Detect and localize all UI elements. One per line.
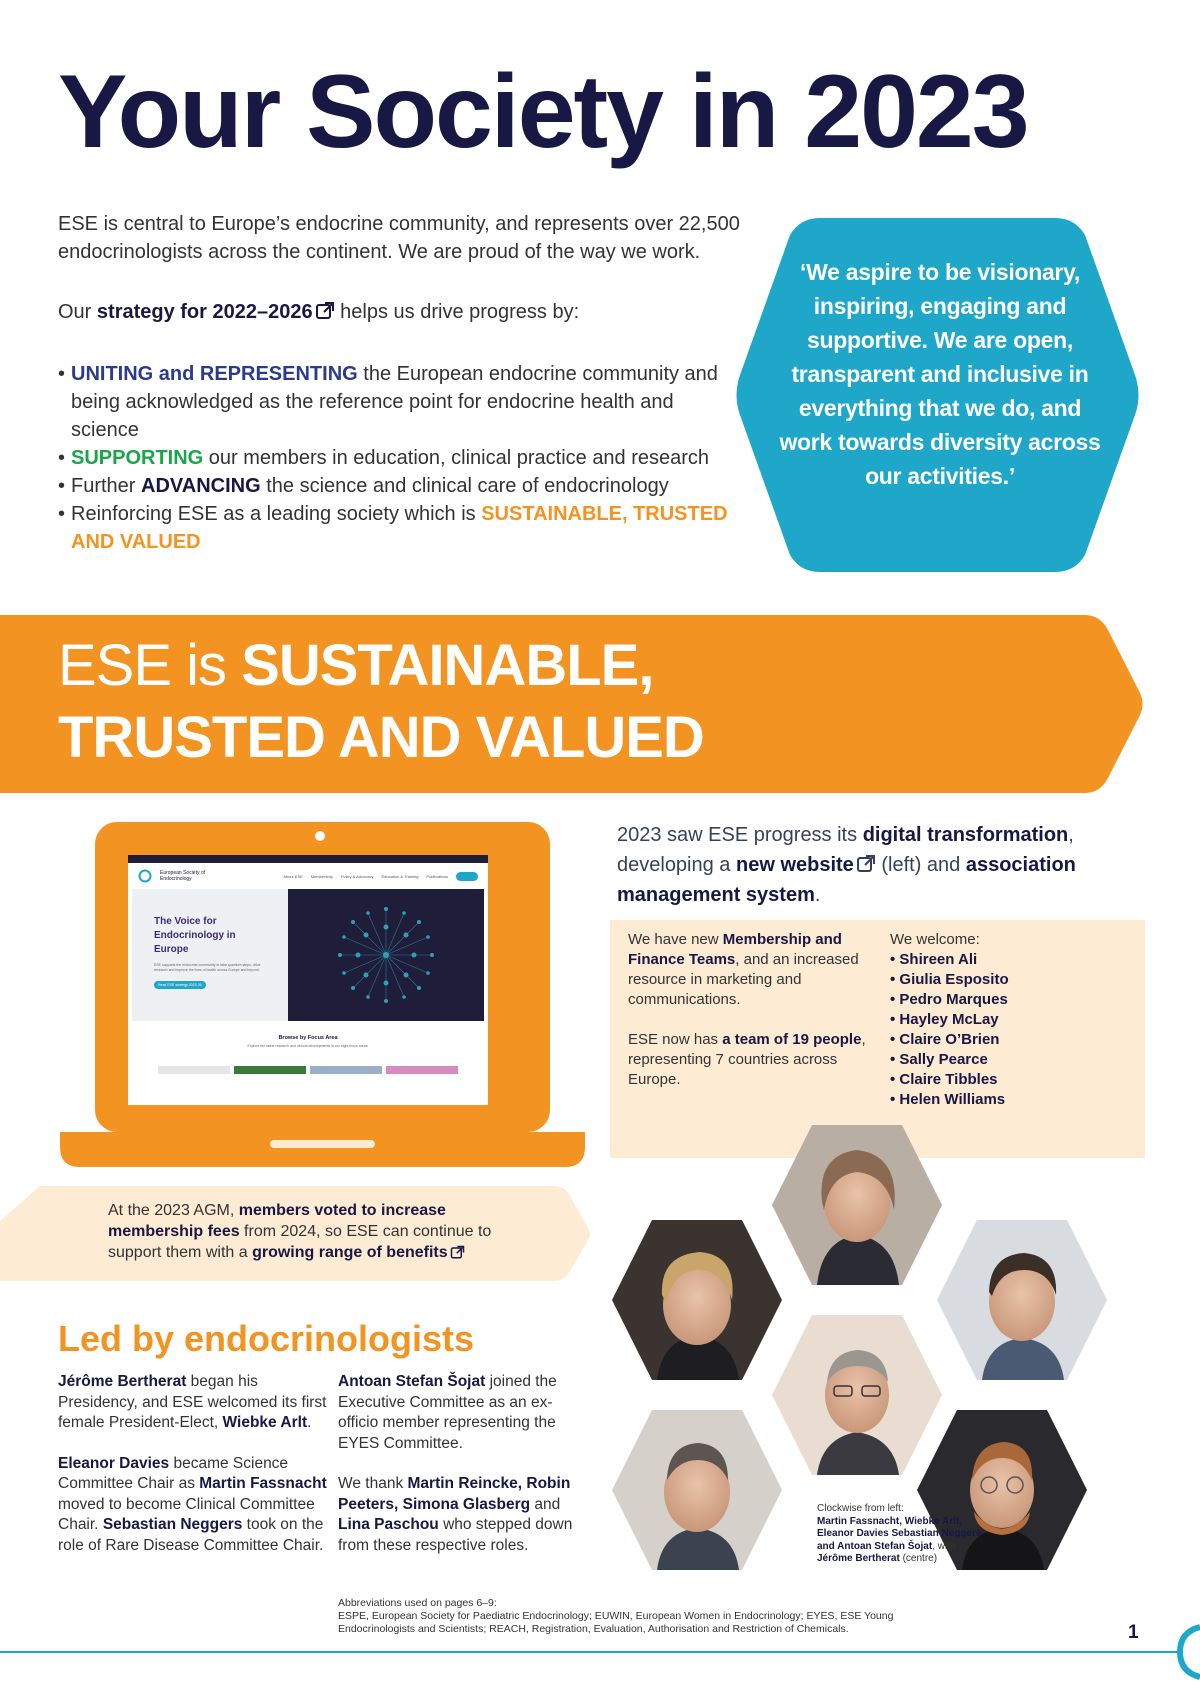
- welcome-label: We welcome:: [890, 931, 980, 948]
- text-span: (centre): [899, 1553, 938, 1564]
- website-browse-title: Browse by Focus Area: [278, 1035, 338, 1041]
- text-bold: Eleanor Davies: [58, 1454, 170, 1472]
- digital-transformation-text: [617, 820, 1137, 910]
- strategy-suffix: helps us drive progress by:: [334, 301, 580, 323]
- text-span: , developing a: [617, 824, 1074, 876]
- external-link-icon[interactable]: [450, 1245, 465, 1260]
- website-nav-item: Membership: [310, 873, 333, 879]
- quote-text: ‘We aspire to be visionary, inspiring, engaging and supportive. We are open, transparent and inclusive in everything that we do, and work towards diversity across our activities.’: [779, 259, 1101, 489]
- bullet-text: our members in education, clinical practice and research: [203, 447, 710, 469]
- text-span: and: [530, 1495, 561, 1513]
- text-span: .: [814, 884, 821, 906]
- text-span: became Science Committee Chair as: [58, 1454, 289, 1492]
- text-span: ESE now has: [628, 1031, 723, 1048]
- list-item: • Claire O’Brien: [890, 1030, 1130, 1050]
- text-span: At the 2023 AGM,: [108, 1202, 239, 1219]
- bullet-prefix: Reinforcing ESE as a leading society which is: [71, 503, 482, 525]
- text-bold: Lina Paschou: [338, 1516, 439, 1533]
- text-span: began his Presidency, and ESE welcomed its first female President-Elect,: [58, 1373, 327, 1431]
- website-join-button: [456, 872, 478, 881]
- led-heading: Led by endocrinologists: [58, 1318, 475, 1359]
- bullet-highlight: ADVANCING: [141, 475, 261, 497]
- portrait-sebastian-neggers: [612, 1410, 782, 1570]
- list-item: • Hayley McLay: [890, 1010, 1130, 1030]
- list-item: [58, 444, 738, 472]
- website-screenshot: [128, 855, 488, 1105]
- footer-rule: [0, 1651, 1180, 1653]
- strategy-bullets: [58, 360, 738, 556]
- external-link-icon[interactable]: [856, 854, 876, 874]
- website-nav-item: About ESE: [283, 873, 303, 879]
- photo-caption: [817, 1503, 992, 1566]
- text-span: joined the Executive Committee as an ex-officio member representing the EYES Committee.: [338, 1373, 557, 1452]
- list-item: [58, 360, 738, 444]
- banner-bold: SUSTAINABLE,: [241, 633, 654, 698]
- bullet-highlight: SUSTAINABLE, TRUSTED AND VALUED: [71, 503, 728, 553]
- welcome-list: [890, 950, 1130, 1110]
- text-span: who stepped down from these respective roles.: [338, 1516, 573, 1554]
- list-item: • Helen Williams: [890, 1090, 1130, 1110]
- ese-logo-icon: [1175, 1622, 1200, 1682]
- text-span: .: [307, 1414, 312, 1431]
- website-nav-item: Policy & Advocacy: [340, 873, 374, 879]
- text-bold: Martin Fassnacht: [199, 1475, 327, 1492]
- text-span: (left) and: [875, 854, 966, 876]
- text-bold: association management system: [617, 854, 1076, 906]
- website-logo-text: European Society of Endocrinology: [160, 870, 206, 882]
- text-bold: Wiebke Arlt: [222, 1414, 308, 1431]
- benefits-link[interactable]: growing range of benefits: [252, 1244, 448, 1261]
- bullet-highlight: UNITING and REPRESENTING: [71, 363, 358, 385]
- list-item: [58, 472, 738, 500]
- starburst-graphic: [288, 889, 484, 1021]
- strategy-prefix: Our: [58, 301, 97, 323]
- text-span: took on the role of Rare Disease Committee Chair.: [58, 1516, 324, 1554]
- list-item: • Shireen Ali: [890, 950, 1130, 970]
- text-bold: members voted to increase membership fees: [108, 1202, 446, 1240]
- team-welcome: [890, 930, 1130, 1110]
- page-number: 1: [1128, 1622, 1139, 1643]
- text-bold: Martin Reincke, Robin Peeters, Simona Glasberg: [338, 1475, 571, 1513]
- text-span: We thank: [338, 1475, 408, 1492]
- text-bold: Martin Fassnacht, Wiebke Arlt, Eleanor Davies Sebastian Neggers and Antoan Stefan Šojat: [817, 1515, 982, 1552]
- abbreviations-text: ESPE, European Society for Paediatric Endocrinology; EUWIN, European Women in Endocrinology; EYES, ESE Young Endocrinologists and Scientists; REACH, Registration, Evaluation, Authorisation and Restriction of Chemicals.: [338, 1610, 894, 1635]
- text-span: , with: [932, 1540, 956, 1552]
- team-description: [628, 930, 878, 1090]
- leadership-column-1: [58, 1372, 328, 1576]
- bullet-text: the European endocrine community and being acknowledged as the reference point for endocrine health and science: [71, 363, 718, 441]
- text-bold: Jérôme Bertherat: [817, 1553, 900, 1564]
- external-link-icon[interactable]: [315, 301, 335, 321]
- portrait-eleanor-davies: [937, 1220, 1107, 1380]
- ese-logo-icon: [138, 869, 152, 883]
- list-item: • Claire Tibbles: [890, 1070, 1130, 1090]
- leadership-column-2: [338, 1372, 578, 1576]
- agm-text: [108, 1200, 538, 1263]
- text-span: from 2024, so ESE can continue to support them with a: [108, 1223, 492, 1261]
- text-span: , representing 7 countries across Europe.: [628, 1031, 866, 1088]
- website-nav-item: Education & Training: [381, 873, 419, 879]
- text-span: Clockwise from left:: [817, 1503, 904, 1514]
- bullet-prefix: Further: [71, 475, 142, 497]
- strategy-line: [58, 301, 579, 324]
- website-browse-text: Explore the latest research and clinical developments in our eight focus areas.: [247, 1044, 369, 1048]
- banner-title: [58, 630, 704, 774]
- bullet-text: the science and clinical care of endocrinology: [260, 475, 669, 497]
- text-bold: Antoan Stefan Šojat: [338, 1373, 486, 1390]
- list-item: • Sally Pearce: [890, 1050, 1130, 1070]
- bullet-highlight: SUPPORTING: [71, 447, 204, 469]
- text-span: 2023 saw ESE progress its: [617, 824, 863, 846]
- text-bold: Jérôme Bertherat: [58, 1373, 187, 1390]
- banner-bold: TRUSTED AND VALUED: [58, 705, 704, 770]
- portrait-wiebke-arlt: [772, 1125, 942, 1285]
- text-bold: Membership and Finance Teams: [628, 931, 842, 968]
- intro-paragraph: ESE is central to Europe’s endocrine community, and represents over 22,500 endocrinologists across the continent. We are proud of the way we work.: [58, 213, 740, 263]
- text-span: , and an increased resource in marketing and communications.: [628, 951, 859, 1008]
- website-nav-item: Publications: [426, 873, 448, 879]
- strategy-link[interactable]: strategy for 2022–2026: [96, 301, 313, 323]
- abbreviations: [338, 1597, 938, 1636]
- portrait-jerome-bertherat: [772, 1315, 942, 1475]
- text-bold: digital transformation: [862, 824, 1069, 846]
- new-website-link[interactable]: new website: [735, 854, 854, 876]
- text-span: moved to become Clinical Committee Chair.: [58, 1495, 315, 1533]
- website-hero-text: ESE supports the endocrine community to take quantum steps, drive research and improve the lives of health across Europe and beyond.: [154, 963, 261, 972]
- text-span: We have new: [628, 931, 723, 948]
- portrait-martin-fassnacht: [612, 1220, 782, 1380]
- text-bold: a team of 19 people: [722, 1031, 862, 1048]
- website-hero-title: The Voice for Endocrinology in Europe: [154, 916, 236, 955]
- text-bold: Sebastian Neggers: [102, 1516, 243, 1533]
- banner-text: ESE is: [58, 633, 242, 698]
- abbreviations-label: Abbreviations used on pages 6–9:: [338, 1597, 497, 1609]
- list-item: [58, 500, 738, 556]
- list-item: • Giulia Esposito: [890, 970, 1130, 990]
- website-hero-button: Read ESE strategy 2022-26: [154, 981, 206, 989]
- page-title: Your Society in 2023: [58, 54, 1028, 170]
- list-item: • Pedro Marques: [890, 990, 1130, 1010]
